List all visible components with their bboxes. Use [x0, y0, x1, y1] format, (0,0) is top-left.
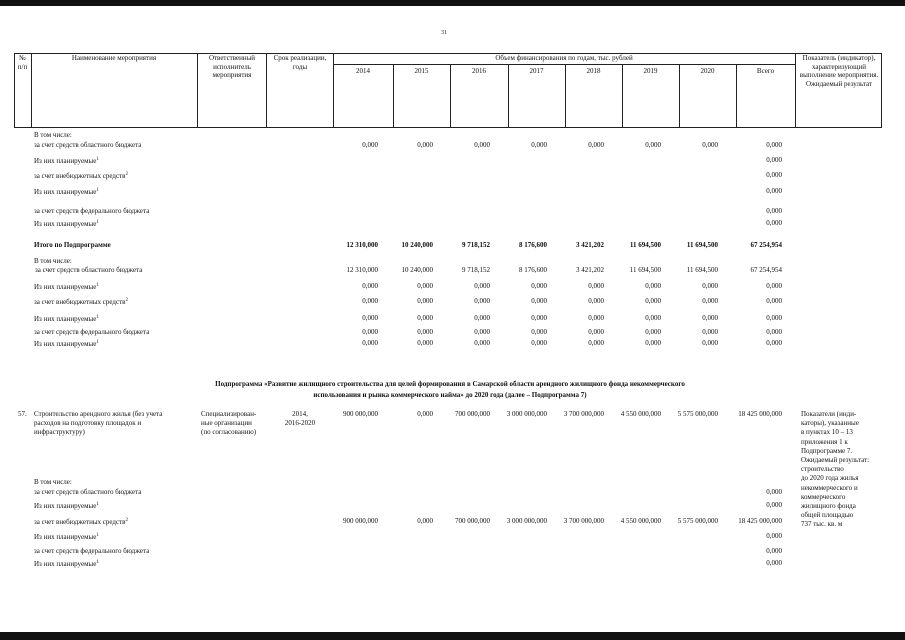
value-cell: 11 694,500	[686, 241, 718, 249]
item-responsible-2: ные организации	[201, 419, 252, 427]
subprogram-title-line-1: Подпрограмма «Развитие жилищного строительства для целей формирования в Самарской области арендного жилищного фонда некоммерческого	[215, 380, 685, 388]
value-cell: 3 421,202	[576, 266, 604, 274]
indicator-line: 737 тыс. кв. м	[801, 520, 843, 529]
value-cell: 0,000	[531, 328, 547, 336]
item-name-1: Строительство арендного жилья (без учета	[34, 410, 163, 418]
indicator-line: каторы), указанные	[801, 419, 859, 428]
footnote-mark: 2	[125, 298, 128, 303]
row-label	[34, 339, 99, 349]
value-cell: 0,000	[766, 207, 782, 215]
footnote-mark: 1	[96, 340, 99, 345]
value-cell: 0,000	[766, 559, 782, 567]
value-cell: 0,000	[766, 219, 782, 227]
value-cell: 0,000	[474, 282, 490, 290]
value-cell: 0,000	[766, 488, 782, 496]
row-label-text: за счет средств федерального бюджета	[34, 328, 150, 336]
header-col-responsible: Ответственный исполнитель мероприятия	[208, 54, 256, 79]
value-cell: 0,000	[766, 547, 782, 555]
value-cell: 0,000	[645, 141, 661, 149]
item-number: 57.	[18, 410, 27, 418]
header-year-2016: 2016	[472, 67, 486, 75]
footnote-mark: 1	[96, 283, 99, 288]
row-label-text: Из них планируемые	[34, 315, 97, 323]
value-cell: 3 000 000,000	[506, 517, 547, 525]
item-period-2: 2016-2020	[284, 419, 316, 427]
indicator-line: строительство	[801, 465, 844, 474]
row-label-text: Из них планируемые	[34, 157, 97, 165]
value-cell: 0,000	[702, 339, 718, 347]
header-year-2020: 2020	[700, 67, 715, 75]
indicator-line: до 2020 года жилья	[801, 474, 859, 483]
value-cell: 0,000	[766, 339, 782, 347]
row-label-text: за счет средств областного бюджета	[34, 141, 142, 149]
value-cell: 0,000	[474, 328, 490, 336]
value-cell: 3 421,202	[576, 241, 604, 249]
indicator-line: общей площадью	[801, 511, 854, 520]
indicator-line: коммерческого	[801, 492, 846, 501]
value-cell: 0,000	[588, 314, 604, 322]
value-cell: 0,000	[766, 297, 782, 305]
row-label	[34, 207, 149, 216]
value-cell: 0,000	[645, 328, 661, 336]
value-cell: 11 694,500	[629, 241, 661, 249]
scan-top-border	[0, 0, 905, 6]
value-cell: 0,000	[362, 141, 378, 149]
value-cell: 9 718,152	[462, 241, 490, 249]
row-label-text: за счет внебюджетных средств	[34, 298, 126, 306]
row-label-text: за счет средств областного бюджета	[35, 266, 143, 274]
row-label-text: Из них планируемые	[34, 340, 97, 348]
row-label-text: Из них планируемые	[34, 533, 97, 541]
subprogram-title-line-2: использования и рынка коммерческого найма» до 2020 года (далее – Подпрограмма 7)	[313, 391, 587, 399]
item-responsible-1: Специализирован-	[201, 410, 257, 418]
value-cell: 0,000	[766, 328, 782, 336]
indicator-line: Показатели (инди-	[801, 410, 857, 418]
row-label-text: Из них планируемые	[34, 283, 97, 291]
value-cell: 700 000,000	[455, 410, 490, 418]
value-cell: 12 310,000	[346, 241, 378, 249]
value-cell: 0,000	[362, 339, 378, 347]
header-col-num: № п/п	[17, 54, 28, 71]
value-cell: 18 425 000,000	[738, 517, 782, 525]
value-cell: 0,000	[766, 532, 782, 540]
value-cell: 0,000	[588, 282, 604, 290]
item-period-1: 2014,	[292, 410, 308, 418]
value-cell: 67 254,954	[750, 241, 782, 249]
header-col-indicator: Показатель (индикатор), характеризующий выполнение мероприятия. Ожидаемый результат	[799, 54, 879, 88]
value-cell: 0,000	[645, 282, 661, 290]
value-cell: 0,000	[702, 328, 718, 336]
row-label-text: Из них планируемые	[34, 220, 97, 228]
value-cell: 0,000	[417, 314, 433, 322]
row-label-text: за счет внебюджетных средств	[34, 518, 126, 526]
row-label	[34, 297, 128, 307]
value-cell: 0,000	[531, 339, 547, 347]
value-cell: 18 425 000,000	[738, 410, 782, 418]
row-label	[34, 187, 99, 197]
row-label	[34, 141, 141, 150]
footnote-mark: 1	[96, 560, 99, 565]
row-label	[34, 241, 111, 250]
footnote-mark: 1	[96, 220, 99, 225]
row-label	[34, 171, 128, 181]
indicator-line: в пунктах 10 – 13	[801, 428, 853, 437]
value-cell: 0,000	[645, 314, 661, 322]
header-col-line	[31, 53, 32, 128]
row-label	[34, 156, 99, 166]
value-cell: 0,000	[702, 314, 718, 322]
value-cell: 0,000	[531, 297, 547, 305]
value-cell: 900 000,000	[343, 517, 378, 525]
page-number: 31	[441, 30, 447, 36]
row-label-text: за счет средств федерального бюджета	[34, 547, 150, 555]
header-year-2014: 2014	[356, 67, 370, 75]
item-name-2: расходов на подготовку площадок и	[34, 419, 142, 427]
footnote-mark: 1	[96, 502, 99, 507]
row-label	[34, 314, 99, 324]
item-responsible-3: (по согласованию)	[201, 428, 257, 436]
header-col-line	[197, 53, 198, 128]
scan-bottom-border	[0, 632, 905, 640]
value-cell: 0,000	[417, 141, 433, 149]
row-label	[34, 257, 72, 266]
value-cell: 0,000	[588, 339, 604, 347]
value-cell: 0,000	[702, 141, 718, 149]
header-year-2017: 2017	[529, 67, 544, 75]
footnote-mark: 2	[125, 518, 128, 523]
value-cell: 4 550 000,000	[620, 517, 661, 525]
value-cell: 0,000	[474, 297, 490, 305]
header-col-period: Срок реализации, годы	[273, 54, 327, 71]
row-label-text: за счет внебюджетных средств	[34, 172, 126, 180]
header-col-finance: Объем финансирования по годам, тыс. рублей	[495, 54, 633, 62]
value-cell: 5 575 000,000	[677, 517, 718, 525]
value-cell: 0,000	[588, 328, 604, 336]
value-cell: 0,000	[417, 282, 433, 290]
value-cell: 0,000	[766, 171, 782, 179]
row-label	[34, 219, 99, 229]
footnote-mark: 1	[96, 315, 99, 320]
row-label-text: Из них планируемые	[34, 502, 97, 510]
header-year-2019: 2019	[643, 67, 658, 75]
row-label-text: Из них планируемые	[34, 188, 97, 196]
value-cell: 0,000	[766, 501, 782, 509]
value-cell: 0,000	[417, 339, 433, 347]
value-cell: 0,000	[417, 328, 433, 336]
value-cell: 11 694,500	[686, 266, 718, 274]
value-cell: 0,000	[362, 328, 378, 336]
value-cell: 11 694,500	[629, 266, 661, 274]
value-cell: 0,000	[588, 141, 604, 149]
row-label	[34, 478, 72, 487]
row-label	[34, 547, 149, 556]
value-cell: 5 575 000,000	[677, 410, 718, 418]
footnote-mark: 2	[125, 172, 128, 177]
value-cell: 8 176,600	[519, 241, 547, 249]
value-cell: 0,000	[362, 282, 378, 290]
row-label	[35, 266, 142, 275]
indicator-line: жилищного фонда	[801, 502, 856, 510]
value-cell: 700 000,000	[455, 517, 490, 525]
header-year-2015: 2015	[414, 67, 429, 75]
value-cell: 0,000	[474, 314, 490, 322]
row-label-text: В том числе:	[34, 478, 72, 486]
row-label	[34, 517, 128, 527]
footnote-mark: 1	[96, 157, 99, 162]
value-cell: 0,000	[417, 410, 433, 418]
row-label-text: В том числе:	[34, 131, 72, 139]
value-cell: 8 176,600	[519, 266, 547, 274]
value-cell: 0,000	[362, 297, 378, 305]
value-cell: 0,000	[702, 282, 718, 290]
row-label-text: Итого по Подпрограмме	[34, 241, 111, 249]
row-label-text: за счет средств федерального бюджета	[34, 207, 150, 215]
row-label	[34, 488, 141, 497]
value-cell: 67 254,954	[750, 266, 782, 274]
value-cell: 0,000	[417, 297, 433, 305]
value-cell: 0,000	[531, 314, 547, 322]
footnote-mark: 1	[96, 533, 99, 538]
value-cell: 3 000 000,000	[506, 410, 547, 418]
value-cell: 0,000	[474, 339, 490, 347]
row-label-text: за счет средств областного бюджета	[34, 488, 142, 496]
value-cell: 3 700 000,000	[563, 410, 604, 418]
value-cell: 0,000	[702, 297, 718, 305]
value-cell: 9 718,152	[462, 266, 490, 274]
value-cell: 0,000	[474, 141, 490, 149]
value-cell: 0,000	[588, 297, 604, 305]
value-cell: 10 240,000	[401, 266, 433, 274]
value-cell: 0,000	[645, 339, 661, 347]
value-cell: 0,000	[766, 187, 782, 195]
item-name-3: инфраструктуру)	[34, 428, 85, 436]
value-cell: 0,000	[417, 517, 433, 525]
row-label	[34, 532, 99, 542]
value-cell: 0,000	[766, 282, 782, 290]
value-cell: 0,000	[531, 282, 547, 290]
value-cell: 0,000	[766, 314, 782, 322]
row-label	[34, 282, 99, 292]
header-year-2018: 2018	[586, 67, 601, 75]
row-label	[34, 131, 72, 140]
row-label	[34, 328, 149, 337]
footnote-mark: 1	[96, 188, 99, 193]
header-col-line	[795, 53, 796, 128]
value-cell: 0,000	[766, 141, 782, 149]
indicator-line: некоммерческого и	[801, 483, 858, 492]
row-label	[34, 501, 99, 511]
indicator-line: приложения 1 к	[801, 437, 848, 446]
indicator-line: Подпрограмме 7.	[801, 446, 853, 455]
header-year-Всего: Всего	[756, 67, 775, 75]
header-year-line	[333, 64, 795, 65]
row-label-text: В том числе:	[34, 257, 72, 265]
row-label	[34, 559, 99, 569]
row-label-text: Из них планируемые	[34, 560, 97, 568]
value-cell: 0,000	[362, 314, 378, 322]
value-cell: 10 240,000	[401, 241, 433, 249]
indicator-line: Ожидаемый результат:	[801, 456, 870, 464]
value-cell: 0,000	[645, 297, 661, 305]
value-cell: 12 310,000	[346, 266, 378, 274]
value-cell: 3 700 000,000	[563, 517, 604, 525]
value-cell: 0,000	[531, 141, 547, 149]
value-cell: 900 000,000	[343, 410, 378, 418]
header-col-name: Наименование мероприятия	[71, 54, 157, 62]
value-cell: 4 550 000,000	[620, 410, 661, 418]
value-cell: 0,000	[766, 156, 782, 164]
